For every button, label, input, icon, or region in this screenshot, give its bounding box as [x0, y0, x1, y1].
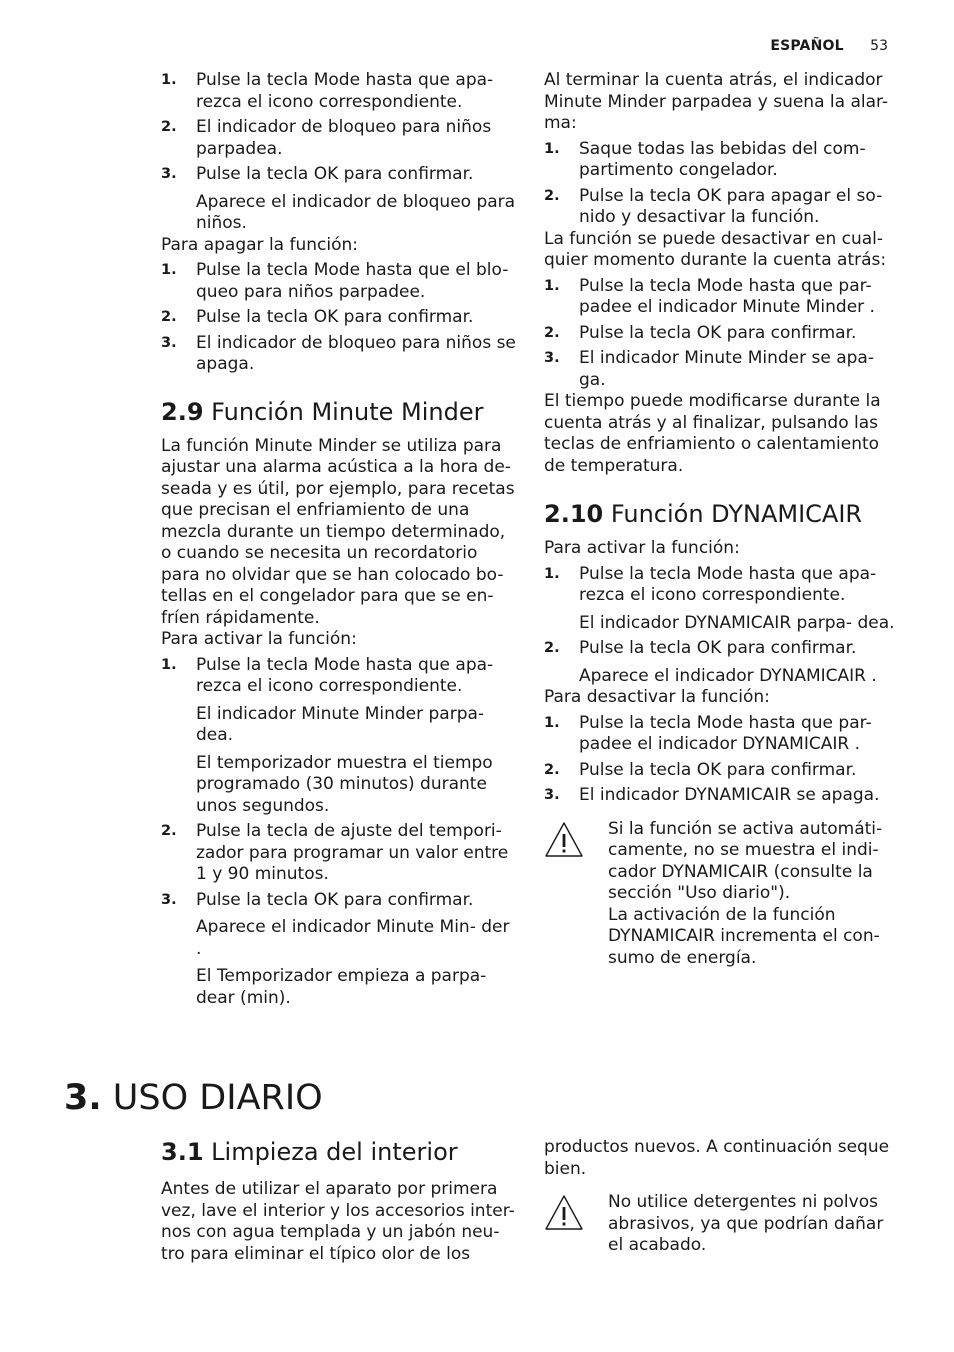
- list-text: Pulse la tecla de ajuste del tempori- zador para programar un valor entre 1 y 90 minutos.: [196, 821, 509, 884]
- section-3-1-continued: [544, 1137, 898, 1257]
- warning-box: [544, 1192, 898, 1257]
- list-text: Pulse la tecla OK para confirmar.: [196, 307, 474, 327]
- list-number: 1.: [161, 262, 177, 278]
- list-item: [161, 307, 517, 329]
- paragraph: Al terminar la cuenta atrás, el indicador Minute Minder parpadea y suena la alar- ma:: [544, 70, 889, 133]
- list-number: 3.: [544, 787, 560, 803]
- paragraph: Para activar la función:: [161, 629, 357, 649]
- list-number: 1.: [544, 714, 560, 731]
- list-text: Pulse la tecla OK para confirmar.: [196, 889, 474, 910]
- paragraph: El tiempo puede modificarse durante la cuenta atrás y al finalizar, pulsando las teclas de enfriamiento o calentamiento de temperatura.: [544, 391, 881, 476]
- list-number: 2.: [161, 309, 177, 325]
- list-number: 1.: [544, 565, 560, 582]
- section-number: 3.1: [161, 1138, 204, 1166]
- list-item: [544, 323, 898, 345]
- list-number: 2.: [544, 761, 560, 778]
- section-title: Función Minute Minder: [211, 397, 484, 426]
- paragraph: Para activar la función:: [544, 538, 740, 558]
- list-item: [161, 117, 517, 160]
- list-item: [161, 70, 517, 113]
- page-number: 53: [870, 38, 888, 54]
- warning-icon: [544, 1194, 584, 1232]
- list-item: [161, 890, 517, 912]
- paragraph: productos nuevos. A continuación seque bien.: [544, 1137, 890, 1179]
- section-heading: [161, 1137, 517, 1167]
- list-item: [544, 760, 898, 782]
- section-number: 2.9: [161, 397, 204, 426]
- list-note: Aparece el indicador Minute Min- der .: [196, 917, 510, 959]
- paragraph: La función Minute Minder se utiliza para ajustar una alarma acústica a la hora de- seada y es útil, por ejemplo, para recetas que precisan el enfriamiento de una mezcla durante un tiempo determinado, o cuando se necesita un recordatorio para no olvidar que se han colocado bo- tellas en el congelador para que se en- fríen rápidamente.: [161, 435, 515, 628]
- list-number: 2.: [544, 187, 560, 204]
- paragraph: Para desactivar la función:: [544, 687, 770, 707]
- list-item: [161, 164, 517, 186]
- paragraph: La función se puede desactivar en cual- quier momento durante la cuenta atrás:: [544, 228, 887, 270]
- list-text: Pulse la tecla Mode hasta que apa- rezca el icono correspondiente.: [196, 654, 494, 696]
- section-title: Función DYNAMICAIR: [610, 500, 863, 528]
- warning-icon: [544, 821, 584, 859]
- list-text: Pulse la tecla OK para apagar el so- nido y desactivar la función.: [579, 185, 883, 227]
- list-number: 1.: [161, 656, 177, 673]
- list-item: [544, 139, 898, 182]
- list-text: Pulse la tecla OK para confirmar.: [579, 759, 857, 780]
- section-number: 2.10: [544, 500, 604, 528]
- list-number: 3.: [544, 350, 560, 366]
- list-number: 2.: [544, 640, 560, 656]
- list-text: Pulse la tecla Mode hasta que apa- rezca el icono correspondiente.: [579, 563, 877, 605]
- section-title: Limpieza del interior: [211, 1138, 458, 1166]
- list-number: 1.: [544, 140, 560, 157]
- list-item: [161, 655, 517, 698]
- list-text: El indicador de bloqueo para niños parpadea.: [196, 117, 492, 159]
- page-header: [770, 38, 888, 54]
- list-item: [544, 564, 898, 607]
- list-text: Pulse la tecla Mode hasta que par- padee el indicador DYNAMICAIR .: [579, 712, 872, 754]
- list-number: 2.: [161, 119, 177, 135]
- list-item: [544, 713, 898, 756]
- list-number: 3.: [161, 166, 177, 182]
- list-number: 2.: [161, 823, 177, 839]
- list-note: El indicador Minute Minder parpa- dea.: [196, 703, 485, 745]
- section-heading: [544, 499, 898, 529]
- list-text: El indicador DYNAMICAIR se apaga.: [579, 785, 880, 805]
- list-number: 3.: [161, 891, 177, 908]
- chapter-title: USO DIARIO: [112, 1078, 323, 1118]
- list-note: Aparece el indicador de bloqueo para niños.: [196, 191, 516, 233]
- list-number: 3.: [161, 334, 177, 351]
- chapter-heading: [64, 1074, 323, 1122]
- list-text: Pulse la tecla OK para confirmar.: [196, 164, 474, 184]
- list-item: [161, 821, 517, 886]
- list-text: Pulse la tecla OK para confirmar.: [579, 322, 857, 343]
- paragraph: Para apagar la función:: [161, 234, 358, 255]
- list-item: [161, 333, 517, 376]
- section-3-1: [161, 1137, 517, 1265]
- list-note: El temporizador muestra el tiempo programado (30 minutos) durante unos segundos.: [196, 752, 493, 816]
- warning-text: La activación de la función DYNAMICAIR incrementa el con- sumo de energía.: [608, 904, 880, 968]
- paragraph: Antes de utilizar el aparato por primera vez, lave el interior y los accesorios inter- nos con agua templada y un jabón neu- tro para eliminar el típico olor de los: [161, 1179, 515, 1264]
- section-heading: [161, 397, 517, 427]
- right-column: [544, 70, 898, 969]
- list-item: [544, 348, 898, 391]
- warning-text: Si la función se activa automáti- camente, no se muestra el indi- cador DYNAMICAIR (consulte la sección "Uso diario").: [608, 818, 883, 903]
- list-text: El indicador de bloqueo para niños se apaga.: [196, 332, 516, 374]
- list-text: El indicador Minute Minder se apa- ga.: [579, 348, 874, 390]
- left-column: [161, 70, 517, 1009]
- list-text: Pulse la tecla Mode hasta que el blo- queo para niños parpadee.: [196, 260, 509, 302]
- warning-text: No utilice detergentes ni polvos abrasivos, ya que podrían dañar el acabado.: [608, 1192, 884, 1255]
- list-number: 1.: [544, 277, 560, 294]
- list-number: 2.: [544, 324, 560, 341]
- list-item: [161, 260, 517, 303]
- list-text: Saque todas las bebidas del com- partimento congelador.: [579, 138, 866, 180]
- list-number: 1.: [161, 72, 177, 88]
- list-item: [544, 276, 898, 319]
- chapter-number: 3.: [64, 1078, 102, 1118]
- list-text: Pulse la tecla OK para confirmar.: [579, 638, 857, 658]
- list-note: El indicador DYNAMICAIR parpa- dea.: [579, 612, 895, 633]
- language-label: ESPAÑOL: [770, 38, 844, 54]
- list-item: [544, 186, 898, 229]
- list-note: Aparece el indicador DYNAMICAIR .: [579, 665, 877, 686]
- list-item: [544, 638, 898, 660]
- list-text: Pulse la tecla Mode hasta que par- padee el indicador Minute Minder .: [579, 275, 875, 317]
- warning-box: [544, 819, 898, 970]
- list-text: Pulse la tecla Mode hasta que apa- rezca el icono correspondiente.: [196, 70, 494, 112]
- list-note: El Temporizador empieza a parpa- dear (min).: [196, 966, 487, 1008]
- list-item: [544, 785, 898, 807]
